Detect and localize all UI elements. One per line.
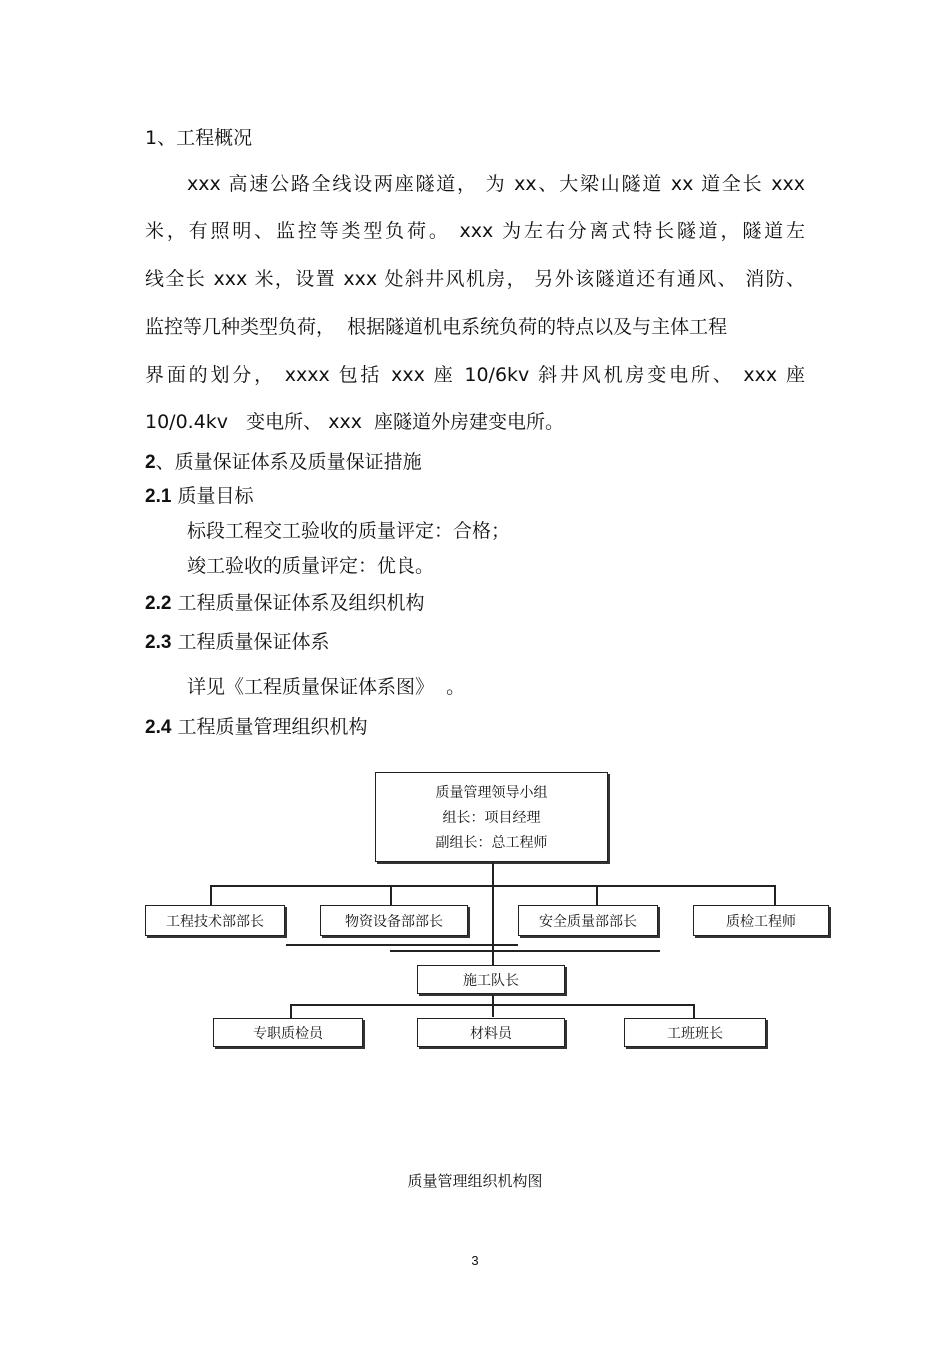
- paragraph-line: 竣工验收的质量评定：优良。: [187, 555, 435, 577]
- org-box-quality-engineer: 质检工程师: [693, 905, 829, 936]
- org-box-team-leader: 施工队长: [417, 965, 565, 994]
- leader-group-deputy: 副组长：总工程师: [435, 835, 548, 852]
- section-number: 2.2: [145, 593, 172, 614]
- connector-line: [290, 1004, 292, 1018]
- paragraph-line: 详见《工程质量保证体系图》 。: [187, 676, 466, 698]
- connector-line: [492, 995, 494, 1017]
- org-box-materials: 物资设备部部长: [320, 905, 468, 936]
- connector-line: [286, 944, 518, 946]
- leader-group-box: [375, 772, 608, 862]
- connector-line: [596, 885, 598, 905]
- org-box-inspector: 专职质检员: [213, 1018, 363, 1047]
- org-box-materials-clerk: 材料员: [417, 1018, 565, 1047]
- paragraph-line: xxx 高速公路全线设两座隧道， 为 xx、大梁山隧道 xx 道全长 xxx: [187, 173, 805, 195]
- section-2-2-heading: [145, 591, 424, 616]
- section-title: 工程质量管理组织机构: [171, 716, 368, 738]
- page-number: 3: [471, 1253, 479, 1268]
- connector-line: [693, 1004, 695, 1018]
- connector-line: [290, 1004, 694, 1006]
- paragraph-line: 线全长 xxx 米，设置 xxx 处斜井风机房， 另外该隧道还有通风、 消防、: [145, 268, 805, 290]
- section-2-1-heading: [145, 484, 253, 509]
- section-number: 2.1: [145, 486, 172, 507]
- section-1-title: 1、工程概况: [145, 127, 253, 149]
- paragraph-line: 监控等几种类型负荷， 根据隧道机电系统负荷的特点以及与主体工程: [145, 316, 728, 338]
- paragraph-line: 界面的划分， xxxx 包括 xxx 座 10/6kv 斜井风机房变电所、 xxx 座: [145, 364, 805, 386]
- section-title: 质量目标: [171, 485, 254, 507]
- section-2-4-heading: [145, 715, 367, 740]
- section-2-heading: [145, 450, 422, 475]
- section-title: 、质量保证体系及质量保证措施: [155, 451, 422, 473]
- section-number: 2.3: [145, 632, 172, 653]
- connector-line: [390, 885, 392, 905]
- section-number: 2.4: [145, 717, 172, 738]
- paragraph-line: 标段工程交工验收的质量评定：合格；: [187, 520, 511, 542]
- section-number: 2: [145, 452, 156, 473]
- connector-line: [210, 885, 775, 887]
- paragraph-line: 10/0.4kv 变电所、 xxx 座隧道外房建变电所。: [145, 411, 565, 433]
- leader-group-leader: 组长：项目经理: [442, 809, 541, 826]
- paragraph-line: 米，有照明、监控等类型负荷。 xxx 为左右分离式特长隧道，隧道左: [145, 220, 805, 242]
- org-box-safety-quality: 安全质量部部长: [518, 905, 658, 936]
- connector-line: [390, 950, 660, 952]
- org-box-crew-leader: 工班班长: [624, 1018, 766, 1047]
- org-box-technical: 工程技术部部长: [145, 905, 285, 936]
- section-2-3-heading: [145, 630, 329, 655]
- section-title: 工程质量保证体系及组织机构: [171, 592, 425, 614]
- connector-line: [774, 885, 776, 905]
- figure-caption: 质量管理组织机构图: [407, 1172, 543, 1190]
- leader-group-title: 质量管理领导小组: [435, 784, 548, 801]
- section-title: 工程质量保证体系: [171, 631, 330, 653]
- connector-line: [210, 885, 212, 905]
